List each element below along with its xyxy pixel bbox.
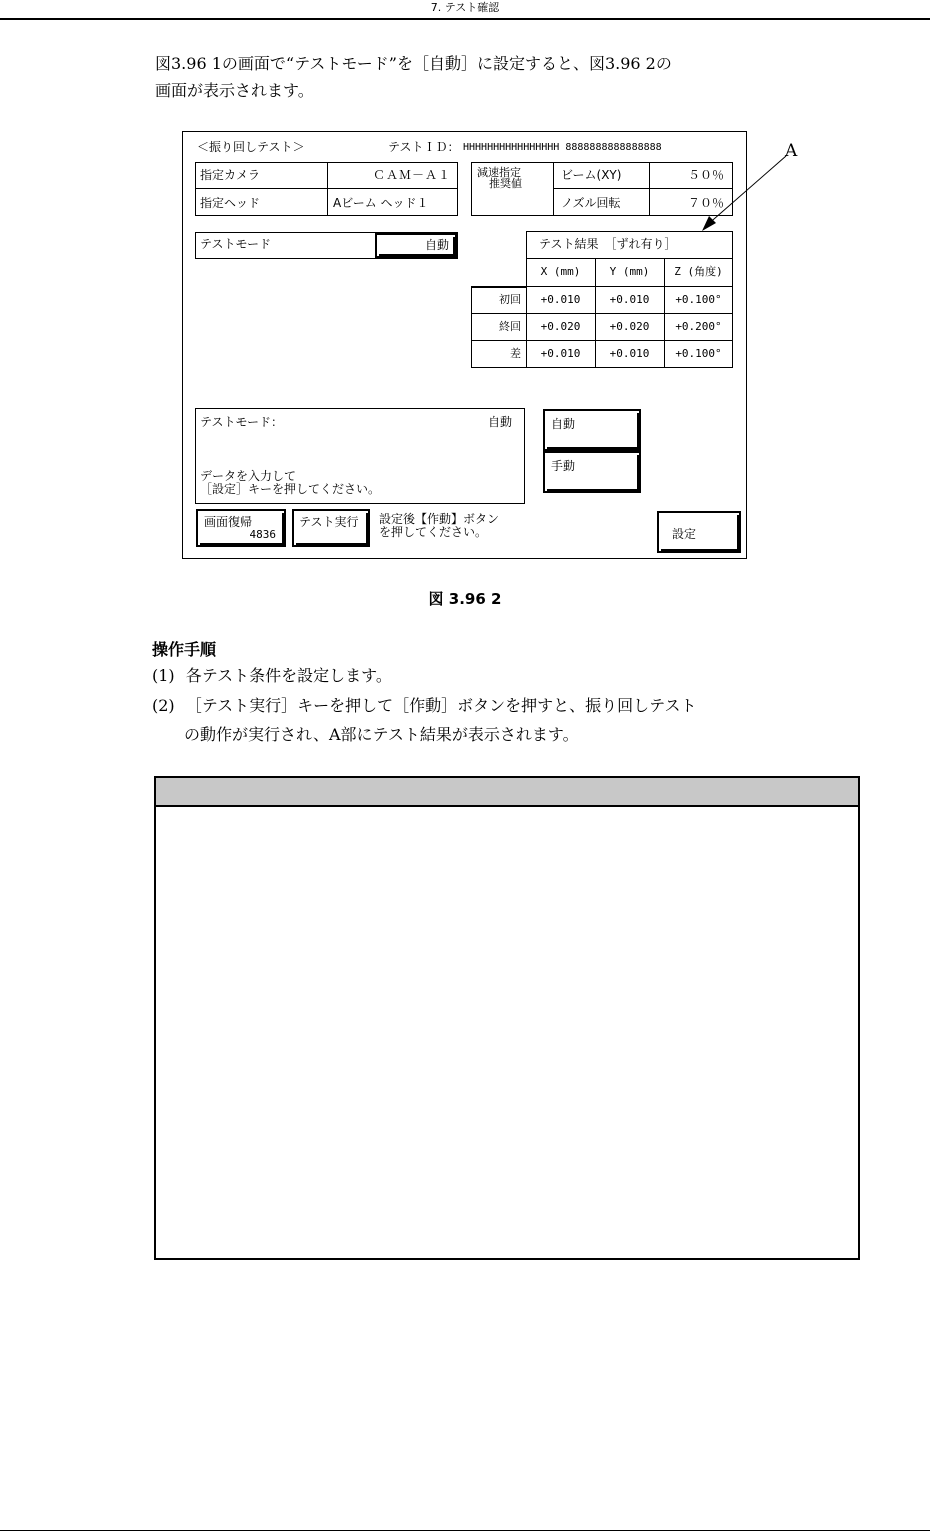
screen-title: ＜振り回しテスト＞	[197, 140, 305, 154]
hint-line-1: 設定後【作動】ボタン	[379, 512, 500, 526]
message-line-1: データを入力して	[200, 469, 297, 483]
result-row-label: 終回	[499, 320, 521, 333]
message-line-2: ［設定］キーを押してください。	[200, 482, 381, 496]
test-mode-value: 自動	[424, 238, 449, 252]
header-rule	[0, 18, 930, 20]
step-text: ［テスト実行］キーを押して［作動］ボタンを押すと、振り回しテスト	[185, 696, 697, 715]
step-number: (2)	[152, 696, 175, 715]
option-auto-label: 自動	[551, 417, 576, 431]
head-value[interactable]: Aビーム ヘッド１	[333, 196, 429, 210]
test-id-label: テストＩＤ：	[388, 140, 460, 154]
intro-line-2: 画面が表示されます。	[155, 81, 314, 100]
set-button[interactable]	[658, 512, 740, 552]
message-mode-label: テストモード：	[200, 415, 284, 429]
beam-value[interactable]: ５０％	[688, 168, 725, 182]
decel-label-2: 推奨値	[489, 177, 522, 190]
message-mode-value: 自動	[488, 415, 513, 429]
test-mode-label: テストモード	[200, 237, 272, 251]
restore-label: 画面復帰	[204, 515, 253, 529]
option-manual-label: 手動	[551, 459, 576, 473]
callout-arrow	[690, 150, 800, 240]
result-row-label: 初回	[499, 293, 521, 306]
option-auto-button[interactable]	[544, 410, 640, 450]
result-cell: +0.010	[540, 293, 581, 306]
figure-caption: 図 3.96 2	[428, 590, 502, 608]
test-screen	[182, 131, 747, 559]
footer-rule	[0, 1530, 930, 1531]
hint-line-2: を押してください。	[379, 525, 488, 539]
result-col-z: Z (角度)	[674, 265, 723, 278]
camera-value[interactable]: ＣＡＭ－Ａ１	[373, 168, 452, 182]
page-header: 7. テスト確認	[430, 1, 500, 14]
result-cell: +0.100°	[675, 293, 722, 306]
result-col-y: Y (mm)	[609, 265, 650, 278]
result-row-label: 差	[510, 347, 521, 360]
result-cell: +0.020	[540, 320, 581, 333]
step-1	[152, 666, 392, 686]
intro-line-1: 図3.96 1の画面で“テストモード”を［自動］に設定すると、図3.96 2の	[155, 54, 672, 73]
option-manual-button[interactable]	[544, 452, 640, 492]
procedure-heading: 操作手順	[152, 640, 217, 659]
result-title: テスト結果 ［ずれ有り］	[539, 237, 677, 251]
step-2-continued: の動作が実行され、A部にテスト結果が表示されます。	[184, 725, 579, 744]
test-run-label: テスト実行	[299, 515, 359, 529]
note-header-bar	[156, 778, 858, 807]
nozzle-value[interactable]: ７０％	[688, 196, 725, 210]
nozzle-label: ノズル回転	[561, 196, 621, 210]
result-col-x: X (mm)	[540, 265, 581, 278]
decel-label-1: 減速指定	[477, 166, 521, 179]
callout-label: A	[785, 141, 798, 161]
result-cell: +0.020	[609, 320, 650, 333]
beam-label: ビーム(XY)	[561, 168, 622, 182]
restore-screen-button[interactable]	[197, 510, 285, 546]
step-text: 各テスト条件を設定します。	[185, 666, 392, 685]
set-label: 設定	[672, 527, 697, 541]
restore-code: 4836	[249, 528, 276, 541]
result-cell: +0.200°	[675, 320, 722, 333]
test-mode-select[interactable]	[376, 234, 456, 257]
camera-label: 指定カメラ	[200, 168, 261, 182]
step-2	[152, 696, 697, 716]
test-run-button[interactable]	[293, 510, 369, 546]
result-cell: +0.010	[609, 347, 650, 360]
result-cell: +0.010	[609, 293, 650, 306]
head-label: 指定ヘッド	[200, 196, 261, 210]
result-cell: +0.100°	[675, 347, 722, 360]
note-box	[154, 776, 860, 1260]
result-cell: +0.010	[540, 347, 581, 360]
step-number: (1)	[152, 666, 175, 685]
test-id-value: HHHHHHHHHHHHHHHH 8888888888888888	[463, 142, 662, 153]
